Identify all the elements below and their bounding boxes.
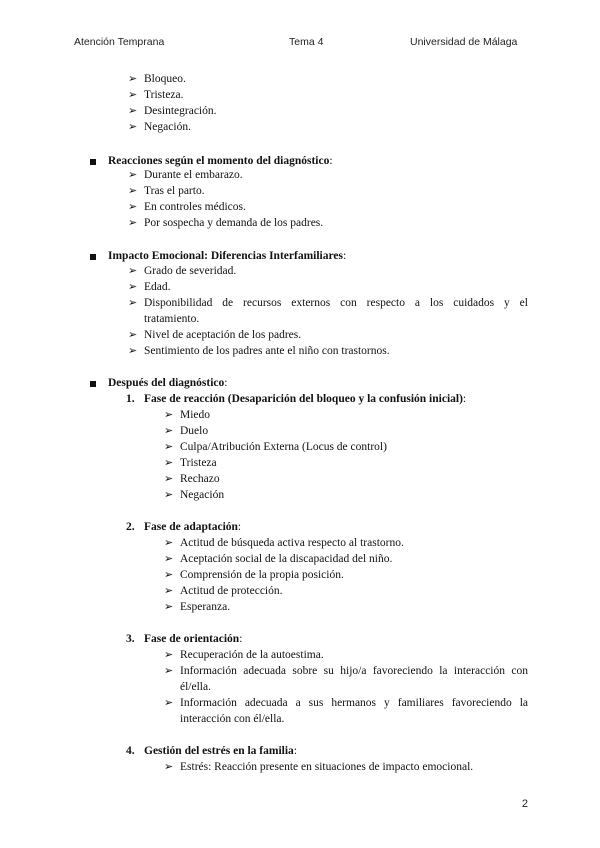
list-item: ➢ Desintegración.: [128, 105, 217, 117]
arrow-bullet-icon: ➢: [164, 649, 174, 661]
arrow-bullet-icon: ➢: [128, 281, 138, 293]
arrow-bullet-icon: ➢: [164, 409, 174, 421]
header-right: Universidad de Málaga: [410, 36, 518, 48]
list-item: ➢ Información adecuada a sus hermanos y familiares favoreciendo la: [164, 697, 528, 709]
header-left: Atención Temprana: [74, 36, 165, 48]
section-heading: Reacciones según el momento del diagnóstico:: [108, 155, 333, 167]
phase-heading: 1. Fase de reacción (Desaparición del bloqueo y la confusión inicial):: [126, 393, 467, 405]
section-heading: Impacto Emocional: Diferencias Interfamiliares:: [108, 250, 347, 262]
arrow-bullet-icon: ➢: [164, 601, 174, 613]
list-item: ➢ Bloqueo.: [128, 73, 186, 85]
arrow-bullet-icon: ➢: [164, 425, 174, 437]
arrow-bullet-icon: ➢: [164, 665, 174, 677]
list-item: ➢ Negación.: [128, 121, 191, 133]
section-heading: Después del diagnóstico:: [108, 377, 228, 389]
arrow-bullet-icon: ➢: [164, 585, 174, 597]
list-item-continuation: él/ella.: [180, 681, 211, 693]
phase-heading: 4. Gestión del estrés en la familia:: [126, 745, 298, 757]
arrow-bullet-icon: ➢: [128, 297, 138, 309]
arrow-bullet-icon: ➢: [128, 345, 138, 357]
arrow-bullet-icon: ➢: [164, 569, 174, 581]
list-item: ➢ Esperanza.: [164, 601, 231, 613]
list-item: ➢ Miedo: [164, 409, 211, 421]
list-item: ➢ Comprensión de la propia posición.: [164, 569, 344, 581]
list-item: ➢ Recuperación de la autoestima.: [164, 649, 324, 661]
arrow-bullet-icon: ➢: [164, 553, 174, 565]
phase-heading: 3. Fase de orientación:: [126, 633, 243, 645]
list-item: ➢ Tristeza.: [128, 89, 184, 101]
arrow-bullet-icon: ➢: [128, 329, 138, 341]
list-item: ➢ Información adecuada sobre su hijo/a favoreciendo la interacción con: [164, 665, 528, 677]
list-item: ➢ Estrés: Reacción presente en situaciones de impacto emocional.: [164, 761, 474, 773]
arrow-bullet-icon: ➢: [128, 265, 138, 277]
phase-heading: 2. Fase de adaptación:: [126, 521, 242, 533]
arrow-bullet-icon: ➢: [164, 473, 174, 485]
list-item: ➢ Culpa/Atribución Externa (Locus de control): [164, 441, 387, 453]
list-item: ➢ Sentimiento de los padres ante el niño con trastornos.: [128, 345, 390, 357]
list-item: ➢ Disponibilidad de recursos externos con respecto a los cuidados y el: [128, 297, 528, 309]
list-item: ➢ Aceptación social de la discapacidad del niño.: [164, 553, 393, 565]
arrow-bullet-icon: ➢: [164, 457, 174, 469]
arrow-bullet-icon: ➢: [128, 73, 138, 85]
list-item: ➢ Tras el parto.: [128, 185, 205, 197]
list-item: ➢ En controles médicos.: [128, 201, 246, 213]
arrow-bullet-icon: ➢: [128, 105, 138, 117]
arrow-bullet-icon: ➢: [164, 537, 174, 549]
square-bullet-icon: [90, 159, 96, 165]
arrow-bullet-icon: ➢: [128, 185, 138, 197]
list-item-continuation: tratamiento.: [144, 313, 200, 325]
list-item: ➢ Durante el embarazo.: [128, 169, 243, 181]
list-item-continuation: interacción con él/ella.: [180, 713, 285, 725]
arrow-bullet-icon: ➢: [128, 217, 138, 229]
arrow-bullet-icon: ➢: [128, 169, 138, 181]
list-item: ➢ Por sospecha y demanda de los padres.: [128, 217, 324, 229]
list-item: ➢ Edad.: [128, 281, 171, 293]
list-item: ➢ Actitud de protección.: [164, 585, 283, 597]
square-bullet-icon: [90, 254, 96, 260]
arrow-bullet-icon: ➢: [128, 201, 138, 213]
list-item: ➢ Nivel de aceptación de los padres.: [128, 329, 302, 341]
square-bullet-icon: [90, 381, 96, 387]
arrow-bullet-icon: ➢: [128, 89, 138, 101]
header-center: Tema 4: [289, 36, 324, 48]
list-item: ➢ Negación: [164, 489, 225, 501]
list-item: ➢ Duelo: [164, 425, 209, 437]
arrow-bullet-icon: ➢: [164, 697, 174, 709]
list-item: ➢ Grado de severidad.: [128, 265, 237, 277]
list-item: ➢ Rechazo: [164, 473, 220, 485]
arrow-bullet-icon: ➢: [164, 761, 174, 773]
page-number: 2: [521, 798, 528, 810]
list-item: ➢ Tristeza: [164, 457, 217, 469]
list-item: ➢ Actitud de búsqueda activa respecto al trastorno.: [164, 537, 404, 549]
arrow-bullet-icon: ➢: [164, 489, 174, 501]
arrow-bullet-icon: ➢: [164, 441, 174, 453]
arrow-bullet-icon: ➢: [128, 121, 138, 133]
